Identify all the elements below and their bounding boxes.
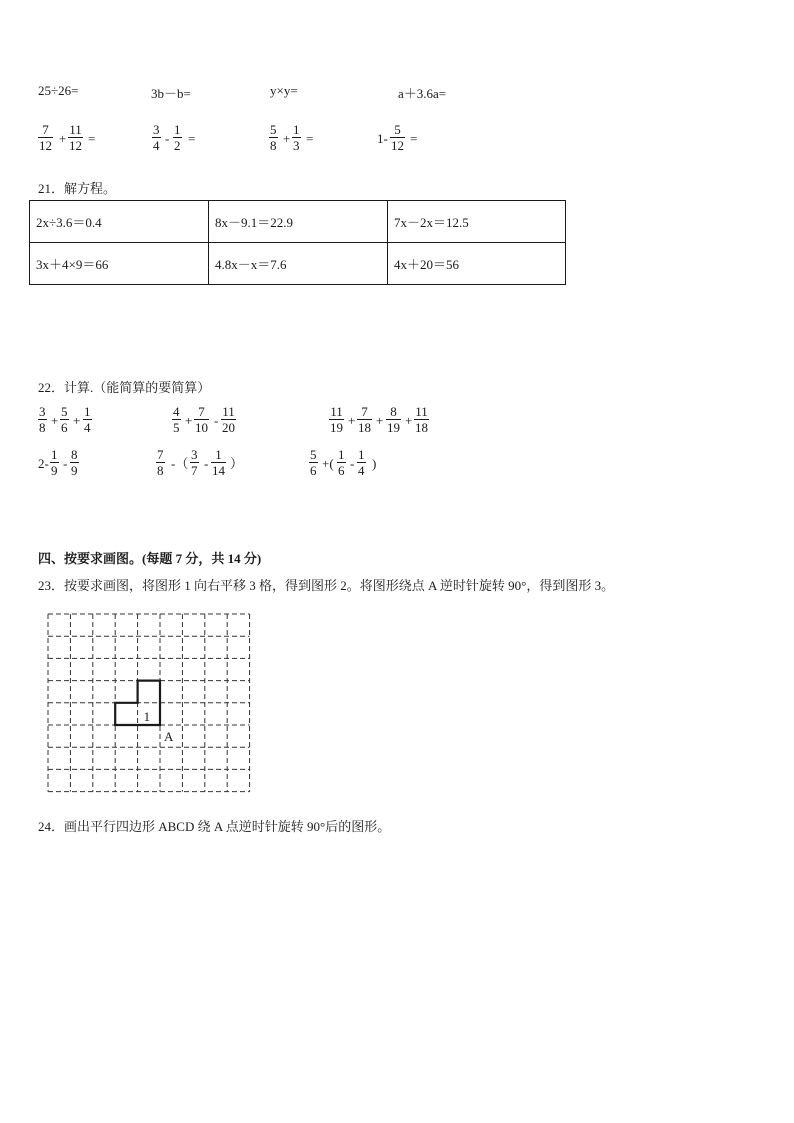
equation-cell: 4x＋20＝56 [388,243,566,285]
q24-text: 24．画出平行四边形 ABCD 绕 A 点逆时针旋转 90°后的图形。 [38,819,391,834]
table-row [30,243,566,285]
equation-cell: 8x－9.1＝22.9 [209,201,388,243]
expr-2: 3b－b= [151,86,191,101]
equation-cell: 4.8x－x＝7.6 [209,243,388,285]
q22-title: 22．计算.（能简算的要简算） [38,380,211,395]
expr-4: a＋3.6a= [398,86,447,101]
expr-1: 25÷26= [38,83,79,98]
figure-1-label: 1 [143,709,151,724]
equation-cell: 7x－2x＝12.5 [388,201,566,243]
section-heading: 四、按要求画图。(每题 7 分，共 14 分) [38,551,262,566]
equation-cell: 3x＋4×9＝66 [30,243,209,285]
equation-cell: 2x÷3.6＝0.4 [30,201,209,243]
expr-3: y×y= [270,83,298,98]
q23-text: 23．按要求画图，将图形 1 向右平移 3 格，得到图形 2。将图形绕点 A 逆时针旋转 90°，得到图形 3。 [38,578,615,593]
dashed-grid-figure [44,611,254,795]
q21-title: 21．解方程。 [38,181,117,196]
table-row [30,201,566,243]
equation-table [29,200,566,285]
grid-lines [48,614,250,792]
point-a-label: A [164,729,174,744]
